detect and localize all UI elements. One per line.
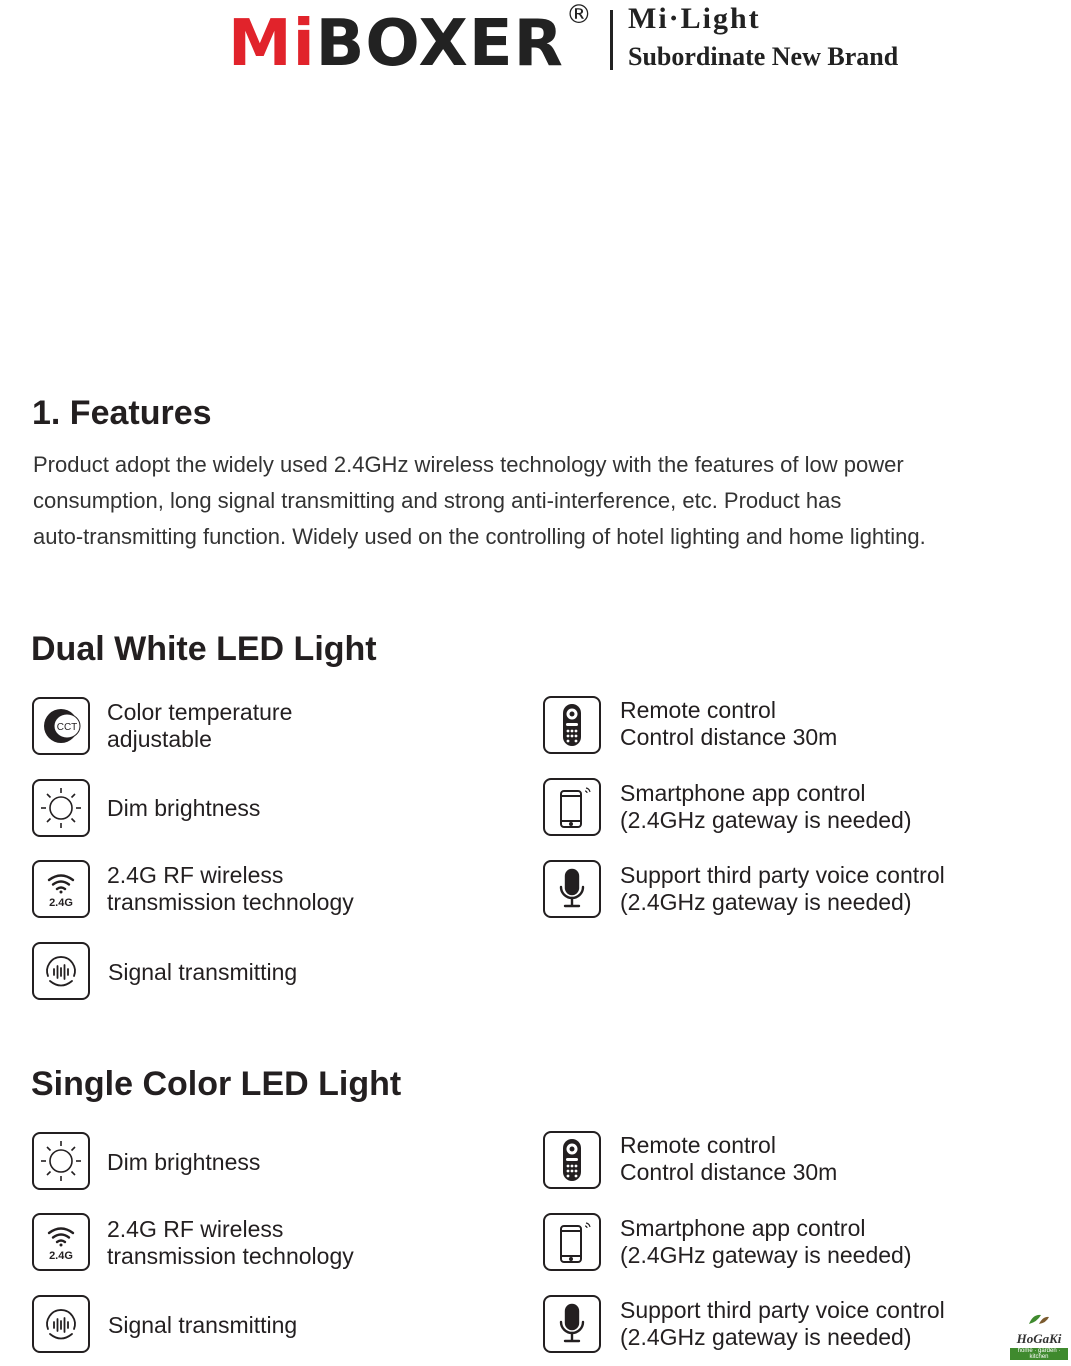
miboxer-logo [228, 0, 592, 84]
leaf-icon [1027, 1312, 1051, 1326]
feature-label: Remote control Control distance 30m [620, 1132, 838, 1185]
feature-label: Dim brightness [107, 795, 261, 821]
cct-icon [32, 697, 90, 755]
rf-text: 2.4G [49, 897, 73, 909]
signal-transmit-icon [32, 1295, 90, 1353]
feature-label: Signal transmitting [108, 1312, 298, 1338]
dual-white-heading: Dual White LED Light [31, 630, 377, 668]
features-heading: 1. Features [32, 394, 212, 432]
remote-icon [543, 696, 601, 754]
brand-wordmark: MiBOXER [228, 7, 564, 81]
feature-label: Dim brightness [107, 1149, 261, 1175]
feature-label: Support third party voice control (2.4GHz gateway is needed) [620, 1297, 945, 1350]
features-paragraph [33, 447, 1063, 555]
feature-label: Color temperature adjustable [107, 699, 293, 752]
feature-label: Support third party voice control (2.4GHz gateway is needed) [620, 862, 945, 915]
remote-icon [543, 1131, 601, 1189]
smartphone-icon [543, 778, 601, 836]
sun-icon [32, 1132, 90, 1190]
feature-label: Smartphone app control (2.4GHz gateway is needed) [620, 780, 912, 833]
cct-text: CCT [56, 722, 78, 733]
microphone-icon [543, 860, 601, 918]
rf-text: 2.4G [49, 1250, 73, 1262]
registered-mark: ® [565, 0, 592, 30]
single-color-heading: Single Color LED Light [31, 1065, 402, 1103]
feature-label: Signal transmitting [108, 959, 298, 985]
feature-label: 2.4G RF wireless transmission technology [107, 1216, 354, 1269]
features-line-1: Product adopt the widely used 2.4GHz wireless technology with the features of low power [33, 452, 904, 477]
hogaki-watermark: HoGaKi home · garden · kitchen [1010, 1312, 1068, 1360]
features-line-2: consumption, long signal transmitting and strong anti-interference, etc. Product has [33, 488, 842, 513]
feature-label: Remote control Control distance 30m [620, 697, 838, 750]
signal-transmit-icon [32, 942, 90, 1000]
feature-label: Smartphone app control (2.4GHz gateway is needed) [620, 1215, 912, 1268]
feature-label: 2.4G RF wireless transmission technology [107, 862, 354, 915]
sub-brand: Mi·Light [628, 2, 761, 35]
wifi-2.4g-icon [32, 860, 90, 918]
features-line-3: auto-transmitting function. Widely used on the controlling of hotel lighting and home lighting. [33, 524, 926, 549]
microphone-icon [543, 1295, 601, 1353]
sub-tagline: Subordinate New Brand [628, 42, 899, 71]
smartphone-icon [543, 1213, 601, 1271]
wifi-2.4g-icon [32, 1213, 90, 1271]
sun-icon [32, 779, 90, 837]
header-divider [610, 10, 613, 70]
